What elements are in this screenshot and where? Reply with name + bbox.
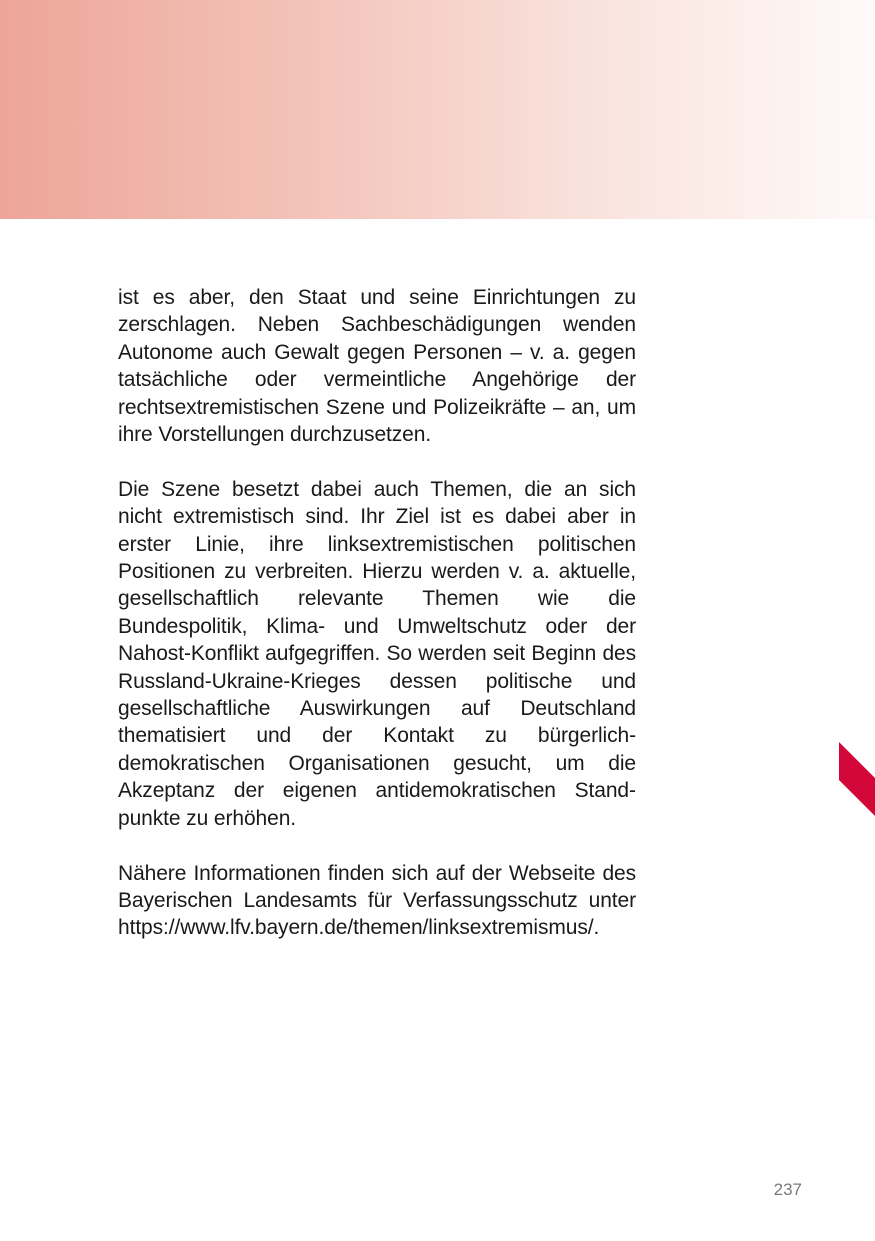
- body-text: [118, 284, 636, 969]
- chapter-edge-tab: [839, 742, 875, 816]
- paragraph-2: Die Szene besetzt dabei auch Themen, die an sich nicht extremistisch sind. Ihr Ziel ist es dabei aber in erster Linie, ihre linksextremistischen politischen Positionen zu verbreiten. Hierzu werden v. a. aktuelle, gesellschaftlich relevante Themen wie die Bundespolitik, Klima- und Umweltschutz oder der Nahost-Konflikt aufgegriffen. So werden seit Beginn des Russland-Ukraine-Krieges dessen politische und gesellschaftliche Auswirkungen auf Deutschland thematisiert und der Kontakt zu bürgerlich-demokratischen Organisationen gesucht, um die Akzeptanz der eigenen antidemokratischen Standpunkte zu erhöhen.: [118, 477, 636, 830]
- paragraph-1: ist es aber, den Staat und seine Einrichtungen zu zerschlagen. Neben Sachbeschädigungen wenden Autonome auch Gewalt gegen Personen – v. a. gegen tatsächliche oder vermeintliche Angehörige der rechtsextremistischen Szene und Polizeikräfte – an, um ihre Vorstellungen durchzusetzen.: [118, 286, 636, 447]
- header-band: [0, 0, 875, 219]
- page-number: 237: [773, 1180, 802, 1199]
- paragraph-3: Nähere Informationen finden sich auf der Webseite des Bayerischen Landesamts für Verfassungsschutz unter https://www.lfv.bayern.de/themen/linksextremismus/.: [118, 861, 636, 940]
